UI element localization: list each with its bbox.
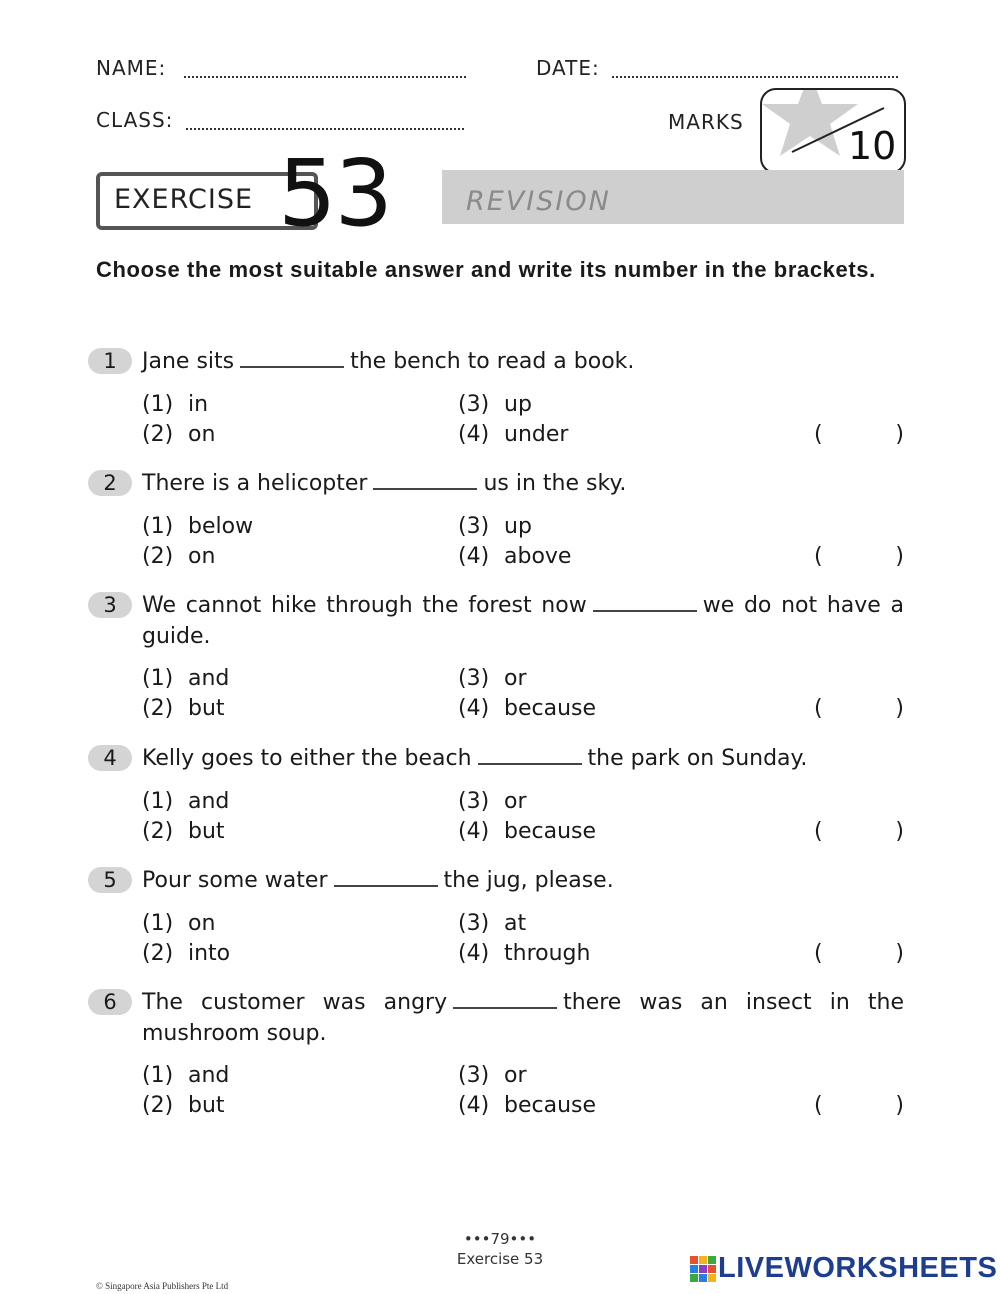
question-text-after: the bench to read a book. [350,349,635,374]
question-text [142,743,904,774]
option-number: (4) [458,1093,490,1118]
answer-bracket[interactable] [814,420,904,450]
question-text-after: us in the sky. [483,471,627,496]
option-text: at [504,911,527,936]
option-number: (2) [142,422,174,447]
option-2 [142,420,215,450]
option-text: or [504,1063,527,1088]
option-text: up [504,514,532,539]
option-text: above [504,544,572,569]
option-number: (3) [458,514,490,539]
question-text [142,987,904,1049]
option-text: or [504,666,527,691]
option-text: in [188,392,209,417]
option-number: (3) [458,911,490,936]
name-field[interactable] [184,76,466,78]
option-number: (3) [458,1063,490,1088]
answer-bracket[interactable] [814,939,904,969]
option-number: (2) [142,1093,174,1118]
question-4 [88,745,904,849]
bracket-close: ) [895,941,904,966]
bracket-open: ( [814,544,823,569]
page-caption: Exercise 53 [456,1250,544,1268]
bracket-close: ) [895,696,904,721]
option-4 [458,817,596,847]
question-text-before: Pour some water [142,868,328,893]
answer-blank[interactable] [240,350,344,368]
question-text-after: the jug, please. [443,868,614,893]
option-text: because [504,696,597,721]
option-4 [458,420,568,450]
option-text: but [188,1093,225,1118]
question-text [142,865,904,896]
question-2 [88,470,904,574]
bracket-open: ( [814,1093,823,1118]
option-number: (1) [142,392,174,417]
option-text: under [504,422,569,447]
liveworksheets-brand: LIVEWORKSHEETS [718,1252,998,1284]
option-text: into [188,941,231,966]
option-text: but [188,696,225,721]
option-number: (3) [458,392,490,417]
option-3 [458,1061,527,1091]
option-1 [142,512,253,542]
option-1 [142,390,208,420]
exercise-number: 53 [278,140,392,247]
option-4 [458,694,596,724]
question-3 [88,592,904,726]
bracket-close: ) [895,544,904,569]
answer-blank[interactable] [373,472,477,490]
option-text: up [504,392,532,417]
bracket-open: ( [814,819,823,844]
option-2 [142,542,215,572]
option-text: because [504,819,597,844]
marks-box [760,88,906,174]
answer-blank[interactable] [453,991,557,1009]
bracket-open: ( [814,696,823,721]
option-number: (2) [142,941,174,966]
question-text-before: The customer was angry [142,990,448,1015]
page-number: •••79••• [463,1230,537,1248]
option-number: (4) [458,819,490,844]
section-label: REVISION [466,186,611,217]
option-number: (1) [142,514,174,539]
option-1 [142,787,229,817]
answer-bracket[interactable] [814,817,904,847]
option-text: and [188,1063,230,1088]
option-text: on [188,911,216,936]
option-3 [458,664,527,694]
option-number: (2) [142,544,174,569]
question-text-before: We cannot hike through the forest now [142,593,587,618]
copyright: © Singapore Asia Publishers Pte Ltd [96,1281,229,1291]
question-text-after: the park on Sunday. [587,746,808,771]
question-number: 1 [88,348,132,374]
option-number: (1) [142,1063,174,1088]
question-1 [88,348,904,452]
date-field[interactable] [612,76,898,78]
question-text [142,590,904,652]
name-label: NAME: [96,56,167,80]
option-4 [458,1091,596,1121]
marks-total: 10 [848,124,897,168]
option-text: and [188,666,230,691]
option-1 [142,1061,229,1091]
question-text-before: Jane sits [142,349,235,374]
option-1 [142,909,215,939]
question-text-before: Kelly goes to either the beach [142,746,472,771]
question-6 [88,989,904,1123]
option-text: on [188,544,216,569]
option-text: because [504,1093,597,1118]
option-number: (3) [458,666,490,691]
option-number: (1) [142,666,174,691]
date-label: DATE: [536,56,600,80]
option-text: but [188,819,225,844]
bracket-open: ( [814,422,823,447]
question-number: 5 [88,867,132,893]
option-3 [458,390,532,420]
answer-bracket[interactable] [814,694,904,724]
option-text: below [188,514,254,539]
liveworksheets-logo-icon [690,1256,716,1286]
question-text [142,468,904,499]
bracket-close: ) [895,422,904,447]
question-text-after: there was an insect in the mushroom soup. [142,990,904,1046]
option-number: (1) [142,911,174,936]
option-3 [458,512,532,542]
option-number: (4) [458,941,490,966]
answer-blank[interactable] [334,869,438,887]
instruction: Choose the most suitable answer and write its number in the brackets. [96,257,876,282]
answer-blank[interactable] [478,747,582,765]
option-2 [142,817,225,847]
question-number: 2 [88,470,132,496]
question-number: 3 [88,592,132,618]
answer-blank[interactable] [593,594,697,612]
answer-bracket[interactable] [814,1091,904,1121]
answer-bracket[interactable] [814,542,904,572]
option-2 [142,939,230,969]
option-text: on [188,422,216,447]
option-number: (2) [142,819,174,844]
option-number: (1) [142,789,174,814]
question-text [142,346,904,377]
option-number: (4) [458,544,490,569]
question-number: 4 [88,745,132,771]
option-number: (3) [458,789,490,814]
option-3 [458,909,526,939]
option-number: (4) [458,422,490,447]
marks-label: MARKS [668,110,744,134]
class-label: CLASS: [96,108,174,132]
question-number: 6 [88,989,132,1015]
option-4 [458,542,571,572]
question-text-after: we do not have a guide. [142,593,904,649]
question-text-before: There is a helicopter [142,471,368,496]
option-1 [142,664,229,694]
option-3 [458,787,527,817]
option-number: (2) [142,696,174,721]
option-text: and [188,789,230,814]
class-field[interactable] [186,128,464,130]
option-text: through [504,941,591,966]
exercise-label: EXERCISE [114,184,254,215]
bracket-close: ) [895,1093,904,1118]
option-2 [142,694,225,724]
bracket-close: ) [895,819,904,844]
option-2 [142,1091,225,1121]
question-5 [88,867,904,971]
option-text: or [504,789,527,814]
bracket-open: ( [814,941,823,966]
option-number: (4) [458,696,490,721]
option-4 [458,939,590,969]
